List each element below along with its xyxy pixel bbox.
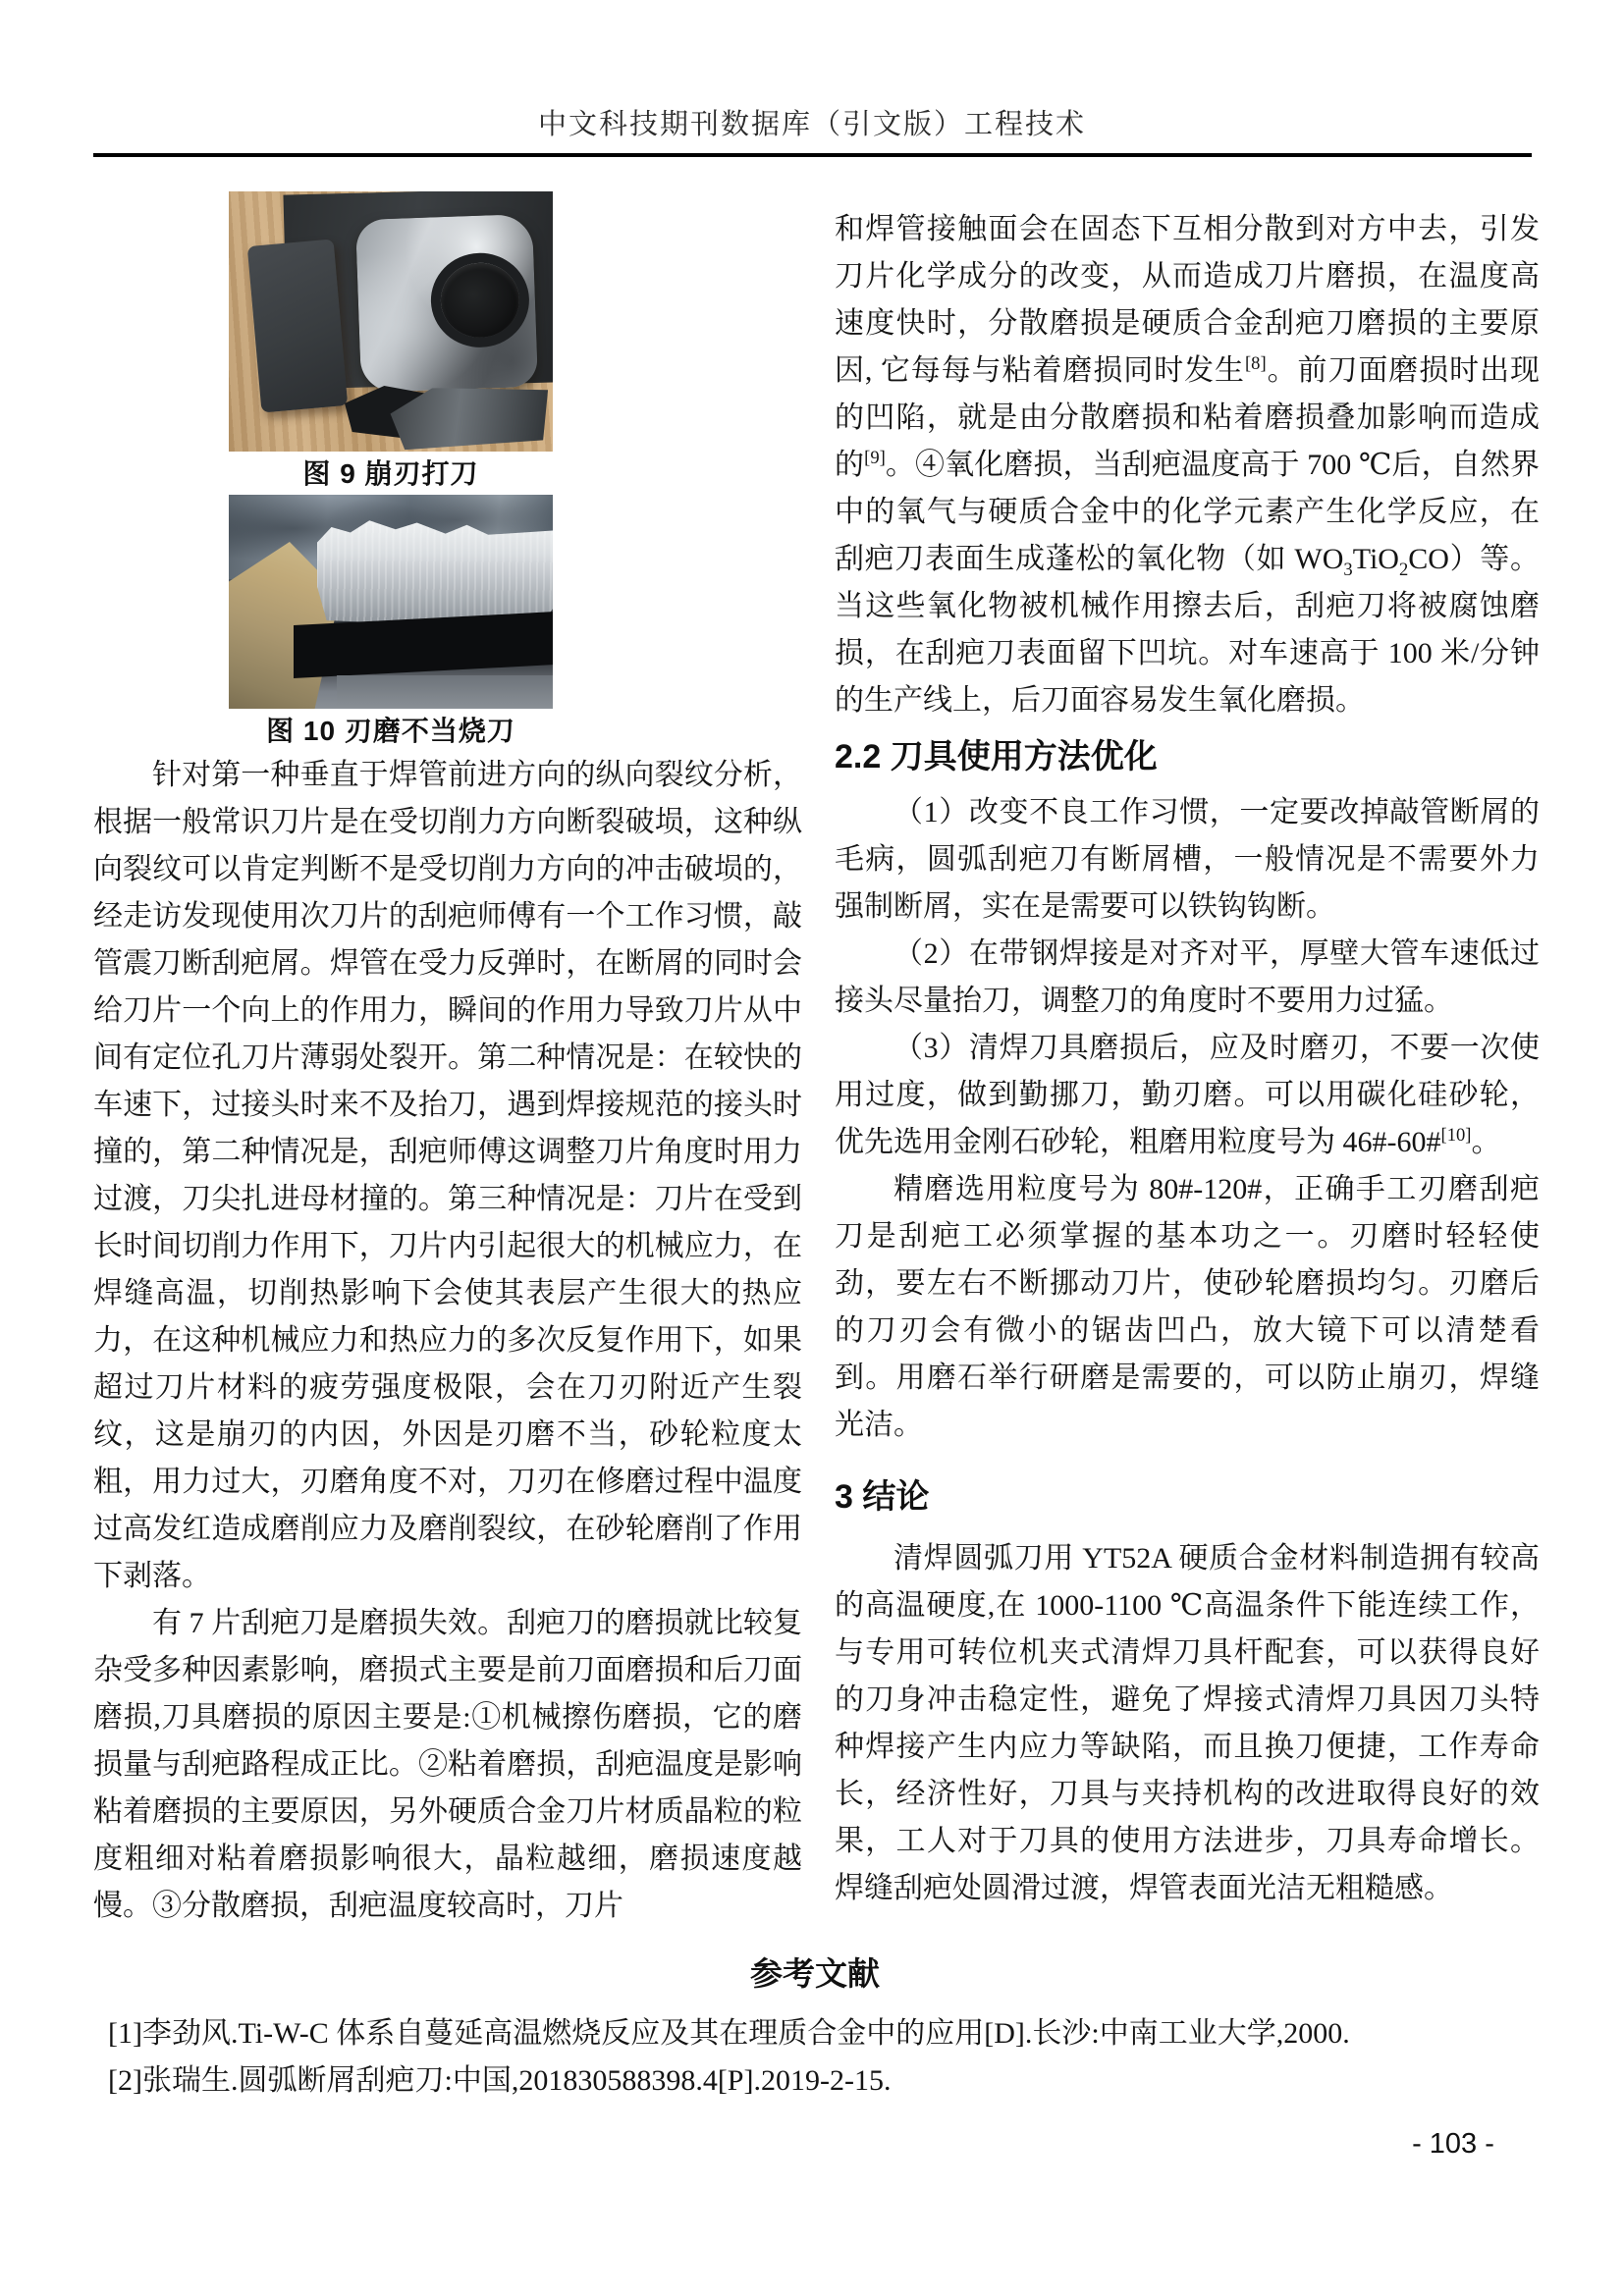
continuation-text-5: CO）等。当这些氧化物被机械作用擦去后，刮疤刀将被腐蚀磨损，在刮疤刀表面留下凹坑。对车速高于 100 米/分钟的生产线上，后刀面容易发生氧化磨损。: [835, 543, 1540, 717]
citation-ref-9: [9]: [864, 448, 886, 468]
photo-spare-insert: [247, 239, 348, 412]
continuation-text-1: 和焊管接触面会在固态下互相分散到对方中去，引发刀片化学成分的改变，从而造成刀片磨损，在温度高速度快时，分散磨损是硬质合金刮疤刀磨损的主要原因, 它每每与粘着磨损同时发生: [835, 213, 1540, 387]
header-rule: [93, 153, 1532, 157]
chem-subscript-2: 2: [1398, 560, 1409, 580]
continuation-text-2: 。前刀面磨损时出现的凹陷，就是由分散磨损和粘着磨损叠加影响而造成的: [835, 354, 1541, 481]
section-2-2-paragraph-4: 精磨选用粒度号为 80#-120#，正确手工刃磨刮疤刀是刮疤工必须掌握的基本功之一。刃磨时轻轻使劲，要左右不断挪动刀片，使砂轮磨损均匀。刃磨后的刀刃会有微小的锯齿凹凸，放大镜下可以清楚看到。用磨石举行研磨是需要的，可以防止崩刃，焊缝光洁。: [835, 1173, 1540, 1441]
paragraph-3-period: 。: [1471, 1126, 1501, 1158]
left-paragraph-2: 有 7 片刮疤刀是磨损失效。刮疤刀的磨损就比较复杂受多种因素影响，磨损式主要是前刀面磨损和后刀面磨损,刀具磨损的原因主要是:①机械擦伤磨损，它的磨损量与刮疤路程成正比。②粘着磨损，刮疤温度是影响粘着磨损的主要原因，另外硬质合金刀片材质晶粒的粒度粗细对粘着磨损影响很大，晶粒越细，磨损速度越慢。③分散磨损，刮疤温度较高时，刀片: [93, 1607, 802, 1922]
photo-ground-blade: [317, 518, 553, 628]
paragraph-3-text: （3）清焊刀具磨损后，应及时磨刃，不要一次使用过度，做到勤挪刀，勤刃磨。可以用碳化硅砂轮，优先选用金刚石砂轮，粗磨用粒度号为 46#-60#: [835, 1032, 1540, 1158]
right-column: [835, 206, 1540, 1912]
section-2-2-heading: 2.2 刀具使用方法优化: [835, 738, 1158, 775]
chem-subscript-3: 3: [1343, 560, 1353, 580]
figure-9: [229, 191, 553, 495]
citation-ref-10: [10]: [1440, 1125, 1472, 1146]
photo-insert-center-hole: [440, 261, 521, 339]
figure-9-caption: 图 9 崩刃打刀: [302, 458, 479, 489]
section-3-heading: 3 结论: [835, 1478, 930, 1516]
left-column: [93, 191, 802, 1930]
photo-bottom-surface: [337, 675, 553, 709]
section-2-2-paragraph-3: [835, 1025, 1540, 1166]
figure-9-photo: [229, 191, 553, 452]
photo-broken-insert: [355, 214, 538, 393]
references-heading: 参考文献: [750, 1955, 880, 1992]
citation-ref-8: [8]: [1244, 353, 1267, 374]
section-2-2-paragraph-1: （1）改变不良工作习惯，一定要改掉敲管断屑的毛病，圆弧刮疤刀有断屑槽，一般情况是不需要外力强制断屑，实在是需要可以铁钩钩断。: [835, 796, 1540, 923]
section-2-2-paragraph-2: （2）在带钢焊接是对齐对平，厚壁大管车速低过接头尽量抬刀，调整刀的角度时不要用力过猛。: [835, 937, 1540, 1017]
reference-item-2: [2]张瑞生.圆弧断屑刮疤刀:中国,201830588398.4[P].2019-2-15.: [108, 2064, 892, 2097]
right-paragraph-continuation: [835, 206, 1540, 724]
section-3-paragraph-1: 清焊圆弧刀用 YT52A 硬质合金材料制造拥有较高的高温硬度,在 1000-1100 ℃高温条件下能连续工作，与专用可转位机夹式清焊刀具杆配套，可以获得良好的刀身冲击稳定性，避免了焊接式清焊刀具因刀头特种焊接产生内应力等缺陷，而且换刀便捷，工作寿命长，经济性好，刀具与夹持机构的改进取得良好的效果，工人对于刀具的使用方法进步，刀具寿命增长。焊缝刮疤处圆滑过渡，焊管表面光洁无粗糙感。: [835, 1542, 1540, 1904]
figure-10: [229, 495, 553, 752]
references-section: [108, 1949, 1522, 2105]
reference-item-1: [1]李劲风.Ti-W-C 体系自蔓延高温燃烧反应及其在理质合金中的应用[D].长沙:中南工业大学,2000.: [108, 2017, 1350, 2050]
journal-header-title: 中文科技期刊数据库（引文版）工程技术: [537, 109, 1086, 140]
continuation-text-4: TiO: [1352, 543, 1399, 575]
figure-10-caption: 图 10 刃磨不当烧刀: [266, 716, 515, 746]
page-number: - 103 -: [1412, 2128, 1494, 2160]
figure-10-photo: [229, 495, 553, 709]
continuation-text-3: 。④氧化磨损，当刮疤温度高于 700 ℃后，自然界中的氧气与硬质合金中的化学元素产生化学反应，在刮疤刀表面生成蓬松的氧化物（如 WO: [835, 449, 1541, 575]
left-paragraph-1: 针对第一种垂直于焊管前进方向的纵向裂纹分析，根据一般常识刀片是在受切削力方向断裂破埙，这种纵向裂纹可以肯定判断不是受切削力方向的冲击破埙的，经走访发现使用次刀片的刮疤师傅有一个工作习惯，敲管震刀断刮疤屑。焊管在受力反弹时，在断屑的同时会给刀片一个向上的作用力，瞬间的作用力导致刀片从中间有定位孔刀片薄弱处裂开。第二种情况是：在较快的车速下，过接头时来不及抬刀，遇到焊接规范的接头时撞的，第二种情况是，刮疤师傅这调整刀片角度时用力过渡，刀尖扎进母材撞的。第三种情况是：刀片在受到长时间切削力作用下，刀片内引起很大的机械应力，在焊缝高温，切削热影响下会使其表层产生很大的热应力，在这种机械应力和热应力的多次反复作用下，如果超过刀片材料的疲劳强度极限，会在刀刃附近产生裂纹，这是崩刃的内因，外因是刃磨不当，砂轮粒度太粗，用力过大，刃磨角度不对，刀刃在修磨过程中温度过高发红造成磨削应力及磨削裂纹，在砂轮磨削了作用下剥落。: [93, 759, 802, 1592]
